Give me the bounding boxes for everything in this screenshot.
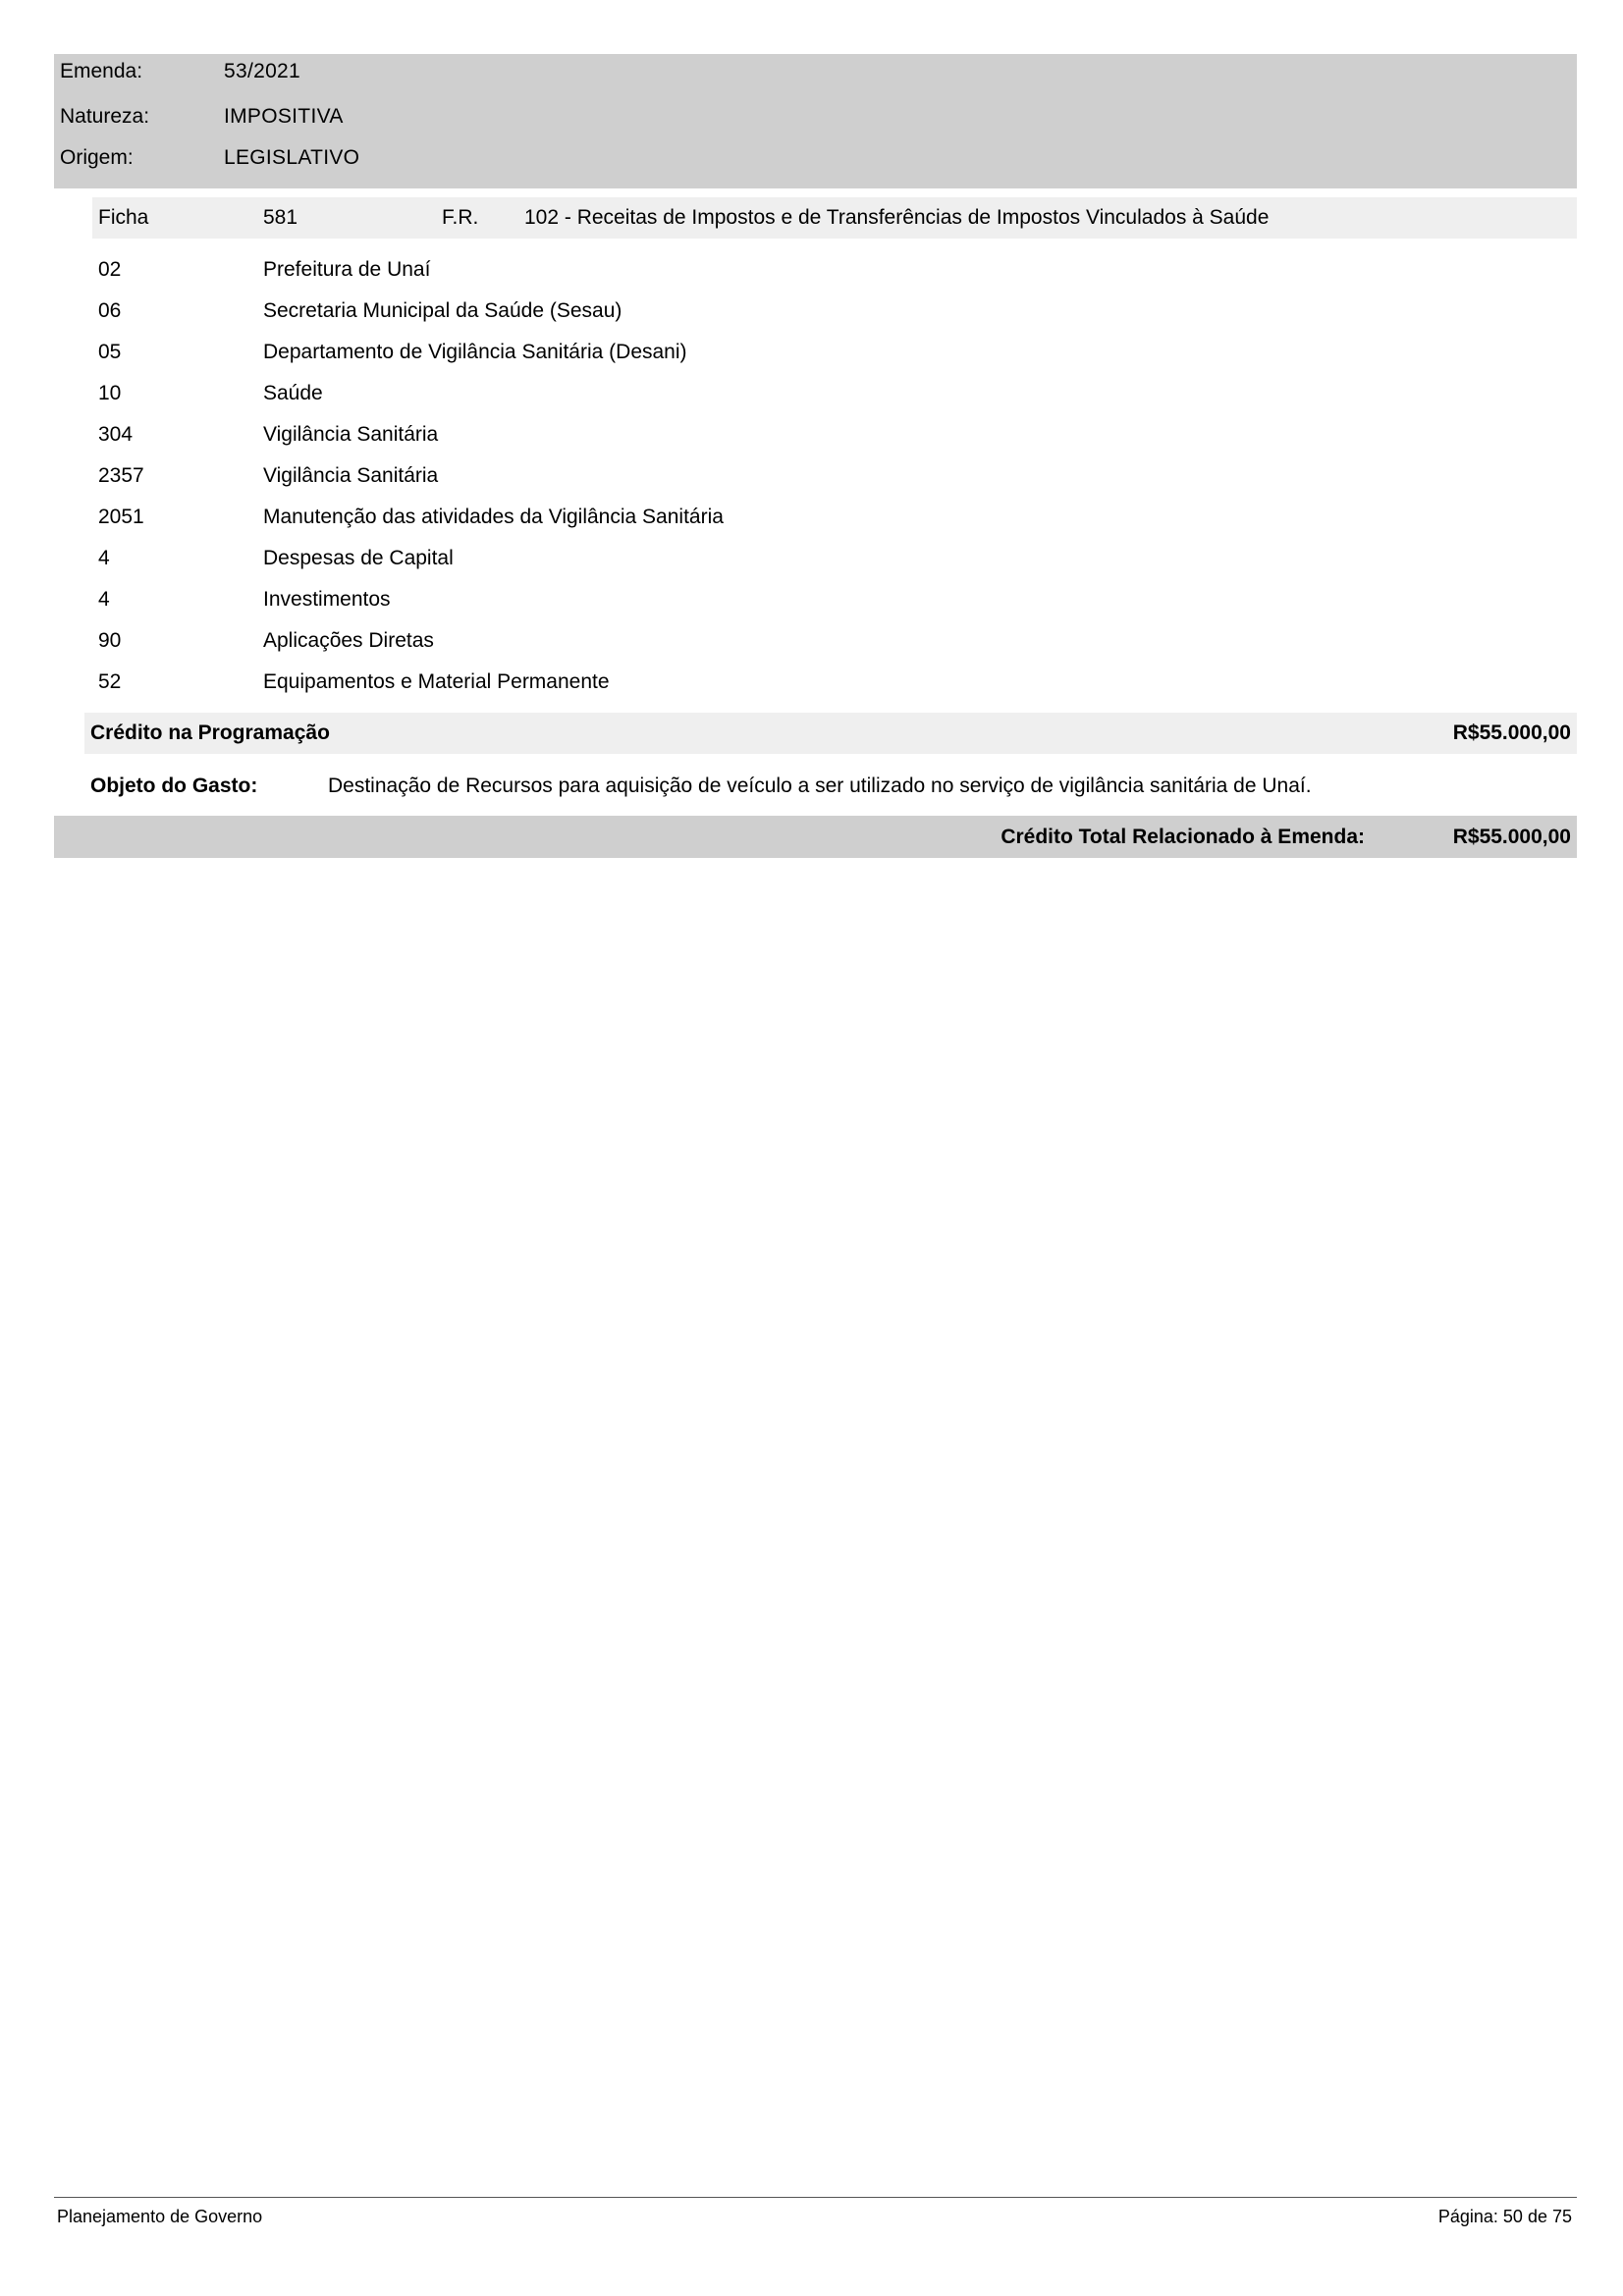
- footer-department: Planejamento de Governo: [57, 2207, 263, 2226]
- ficha-label: Ficha: [98, 206, 149, 229]
- fr-value: 102 - Receitas de Impostos e de Transferências de Impostos Vinculados à Saúde: [524, 206, 1270, 229]
- item-code: 4: [98, 588, 110, 611]
- objeto-label: Objeto do Gasto:: [90, 774, 258, 797]
- objeto-gasto-row: [90, 766, 1573, 807]
- item-code: 4: [98, 547, 110, 569]
- item-description: Prefeitura de Unaí: [263, 258, 431, 281]
- ficha-row: [92, 197, 1577, 239]
- objeto-text: Destinação de Recursos para aquisição de veículo a ser utilizado no serviço de vigilância sanitária de Unaí.: [328, 774, 1312, 797]
- item-description: Manutenção das atividades da Vigilância Sanitária: [263, 506, 724, 528]
- item-description: Equipamentos e Material Permanente: [263, 670, 610, 693]
- list-item: [98, 620, 1571, 662]
- item-description: Vigilância Sanitária: [263, 423, 439, 446]
- page-number: Página: 50 de 75: [1437, 2207, 1572, 2226]
- origem-label: Origem:: [60, 146, 134, 169]
- natureza-value: IMPOSITIVA: [224, 105, 344, 128]
- item-code: 02: [98, 258, 122, 281]
- item-description: Aplicações Diretas: [263, 629, 434, 652]
- list-item: [98, 662, 1571, 703]
- credito-value: R$55.000,00: [1452, 721, 1571, 744]
- emenda-value: 53/2021: [224, 60, 301, 82]
- item-description: Despesas de Capital: [263, 547, 454, 569]
- total-value: R$55.000,00: [1452, 826, 1571, 848]
- item-description: Departamento de Vigilância Sanitária (Desani): [263, 341, 687, 363]
- list-item: [98, 579, 1571, 620]
- natureza-label: Natureza:: [60, 105, 150, 128]
- list-item: [98, 332, 1571, 373]
- list-item: [98, 455, 1571, 497]
- item-code: 52: [98, 670, 122, 693]
- ficha-number: 581: [263, 206, 298, 229]
- item-description: Investimentos: [263, 588, 391, 611]
- list-item: [98, 497, 1571, 538]
- total-label: Crédito Total Relacionado à Emenda:: [1001, 826, 1365, 848]
- emenda-label: Emenda:: [60, 60, 143, 82]
- classification-list: [98, 249, 1571, 703]
- credito-programacao-row: [84, 713, 1577, 754]
- list-item: [98, 291, 1571, 332]
- fr-label: F.R.: [442, 206, 479, 229]
- item-code: 304: [98, 423, 134, 446]
- item-description: Vigilância Sanitária: [263, 464, 439, 487]
- origem-value: LEGISLATIVO: [224, 146, 360, 169]
- item-code: 06: [98, 299, 122, 322]
- list-item: [98, 538, 1571, 579]
- list-item: [98, 373, 1571, 414]
- list-item: [98, 414, 1571, 455]
- item-code: 90: [98, 629, 122, 652]
- item-code: 2051: [98, 506, 144, 528]
- emenda-header: [54, 54, 1577, 188]
- item-description: Saúde: [263, 382, 323, 404]
- item-description: Secretaria Municipal da Saúde (Sesau): [263, 299, 622, 322]
- item-code: 2357: [98, 464, 144, 487]
- credito-label: Crédito na Programação: [90, 721, 330, 744]
- credito-total-row: [54, 816, 1577, 858]
- item-code: 10: [98, 382, 122, 404]
- footer-divider: [54, 2197, 1577, 2198]
- item-code: 05: [98, 341, 122, 363]
- list-item: [98, 249, 1571, 291]
